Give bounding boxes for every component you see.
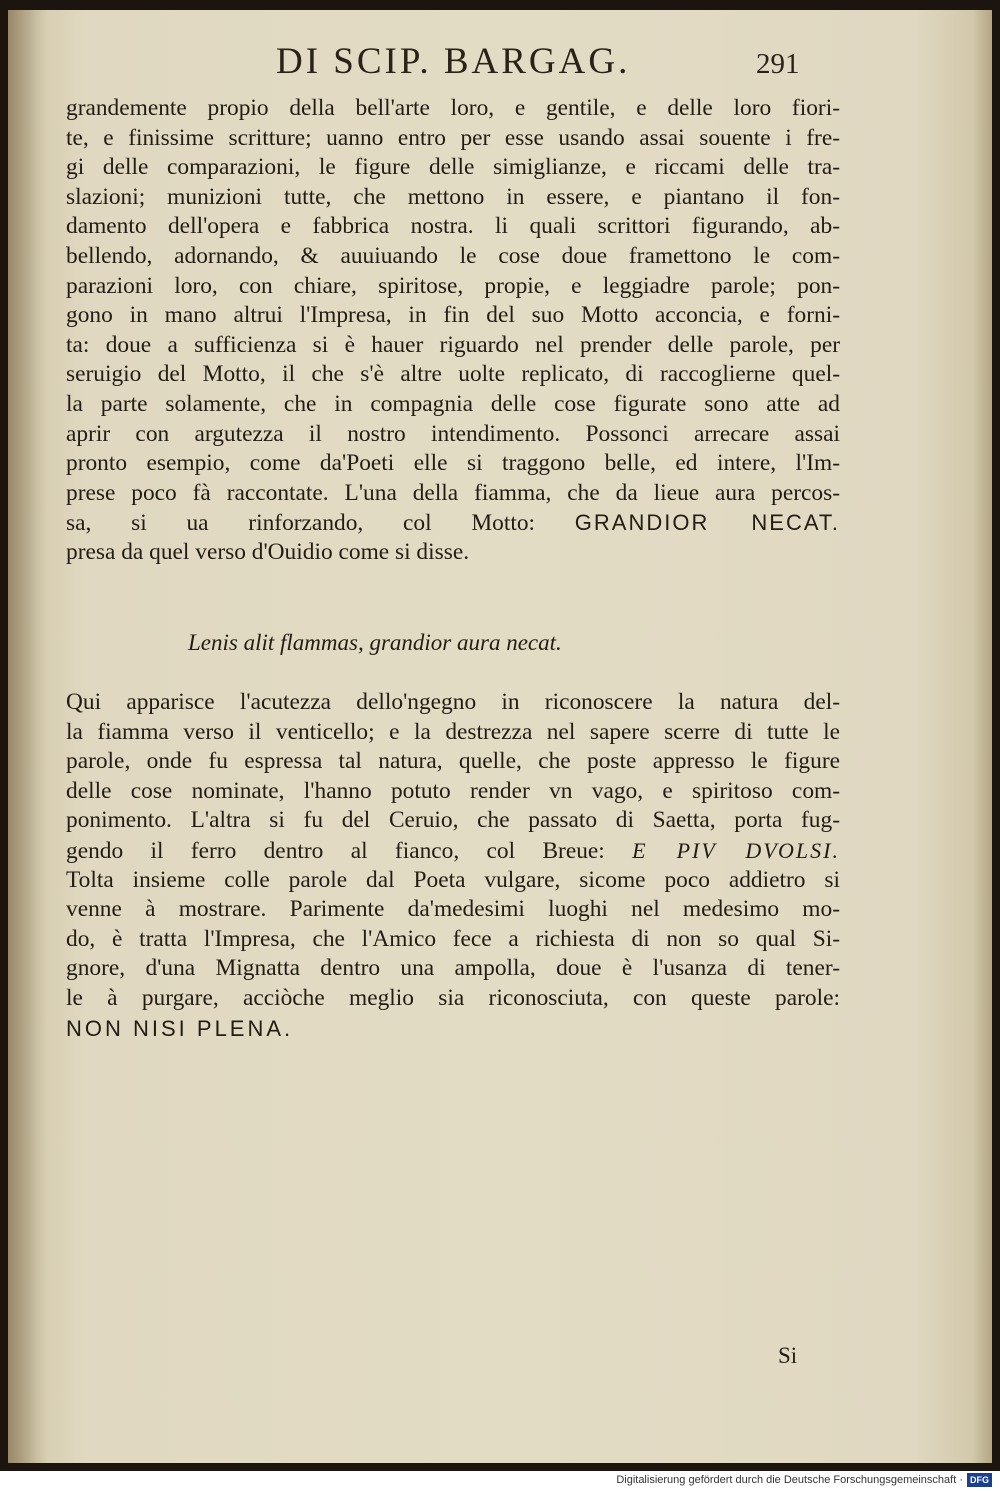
line-text: Qui apparisce l'acutezza dello'ngegno in riconoscere la natura del- — [66, 689, 840, 715]
line-text: la parte solamente, che in compagnia delle cose figurate sono atte ad — [66, 390, 840, 417]
text-line — [66, 479, 840, 509]
running-head: DI SCIP. BARGAG. — [276, 41, 631, 82]
paragraph-1 — [66, 94, 840, 568]
line-text: gi delle comparazioni, le figure delle simiglianze, e riccami delle tra- — [66, 154, 840, 181]
text-line — [66, 538, 840, 568]
line-text: pronto esempio, come da'Poeti elle si traggono belle, ed intere, l'Im- — [66, 450, 840, 477]
text-line — [66, 360, 840, 390]
text-line — [66, 925, 840, 955]
line-text: la fiamma verso il venticello; e la destrezza nel sapere scerre di tutte le — [66, 718, 840, 745]
line-text: grandemente propio della bell'arte loro, e gentile, e delle loro fiori- — [66, 95, 840, 121]
line-text: prese poco fà raccontate. L'una della fiamma, che da lieue aura percos- — [66, 479, 840, 506]
text-line — [66, 1014, 840, 1044]
line-text: ta: doue a sufficienza si è hauer riguardo nel prender delle parole, per — [66, 331, 840, 358]
line-text: gendo il ferro dentro al fianco, col Breue: — [66, 837, 605, 864]
line-text: venne à mostrare. Parimente da'medesimi luoghi nel medesimo mo- — [66, 896, 840, 923]
line-text: Tolta insieme colle parole dal Poeta vulgare, sicome poco addietro si — [66, 866, 840, 893]
text-line — [66, 895, 840, 925]
text-line — [66, 508, 840, 538]
text-line — [66, 866, 840, 896]
text-line — [66, 747, 840, 777]
line-text: slazioni; munizioni tutte, che mettono in essere, e piantano il fon- — [66, 183, 840, 210]
text-line — [66, 124, 840, 154]
paragraph-2 — [66, 688, 840, 1043]
motto-caps: GRANDIOR NECAT. — [574, 510, 840, 536]
quoted-verse: Lenis alit flammas, grandior aura necat. — [188, 630, 562, 655]
line-text: bellendo, adornando, & auuiuando le cose doue framettono le com- — [66, 242, 840, 269]
line-text: parole, onde fu espressa tal natura, quelle, che poste appresso le figure — [66, 748, 840, 775]
motto-caps: NON NISI PLENA. — [66, 1015, 294, 1041]
text-line — [66, 153, 840, 183]
text-line — [66, 688, 840, 718]
credit-text: Digitalisierung gefördert durch die Deutsche Forschungsgemeinschaft · — [616, 1474, 963, 1486]
text-line — [66, 449, 840, 479]
text-line — [66, 183, 840, 213]
text-line — [66, 94, 840, 124]
text-line — [66, 718, 840, 748]
catchword: Si — [778, 1343, 798, 1368]
line-text: te, e finissime scritture; uanno entro per esse usando assai souente i fre- — [66, 124, 840, 151]
text-line — [66, 242, 840, 272]
line-text: presa da quel verso d'Ouidio come si disse. — [66, 538, 470, 565]
line-text: aprir con argutezza il nostro intendimento. Possonci arrecare assai — [66, 420, 840, 447]
text-line — [66, 272, 840, 302]
line-text: ponimento. L'altra si fu del Ceruio, che passato di Saetta, porta fug- — [66, 807, 840, 834]
text-line — [66, 390, 840, 420]
text-line — [66, 806, 840, 836]
book-page — [8, 10, 992, 1463]
text-line — [66, 777, 840, 807]
text-line — [66, 954, 840, 984]
text-line — [66, 301, 840, 331]
line-text: gnore, d'una Mignatta dentro una ampolla, doue è l'usanza di tener- — [66, 955, 840, 982]
text-line — [66, 836, 840, 866]
line-text: delle cose nominate, l'hanno potuto render vn vago, e spiritoso com- — [66, 777, 840, 804]
motto-italic-caps: E PIV DVOLSI. — [632, 837, 840, 863]
text-line — [66, 420, 840, 450]
line-text: seruigio del Motto, il che s'è altre uolte replicato, di raccoglierne quel- — [66, 361, 840, 388]
line-text: parazioni loro, con chiare, spiritose, propie, e leggiadre parole; pon- — [66, 272, 840, 299]
line-text: gono in mano altrui l'Impresa, in fin del suo Motto acconcia, e forni- — [66, 302, 840, 329]
digitization-credit — [616, 1471, 992, 1489]
dfg-logo: DFG — [967, 1473, 992, 1487]
page-number: 291 — [756, 48, 800, 80]
text-line — [66, 212, 840, 242]
line-text: do, è tratta l'Impresa, che l'Amico fece a richiesta di non so qual Si- — [66, 925, 840, 952]
line-text: le à purgare, acciòche meglio sia riconosciuta, con queste parole: — [66, 984, 840, 1011]
line-text: damento dell'opera e fabbrica nostra. li quali scrittori figurando, ab- — [66, 213, 840, 240]
line-text: sa, si ua rinforzando, col Motto: — [66, 510, 536, 537]
text-line — [66, 984, 840, 1014]
text-line — [66, 331, 840, 361]
